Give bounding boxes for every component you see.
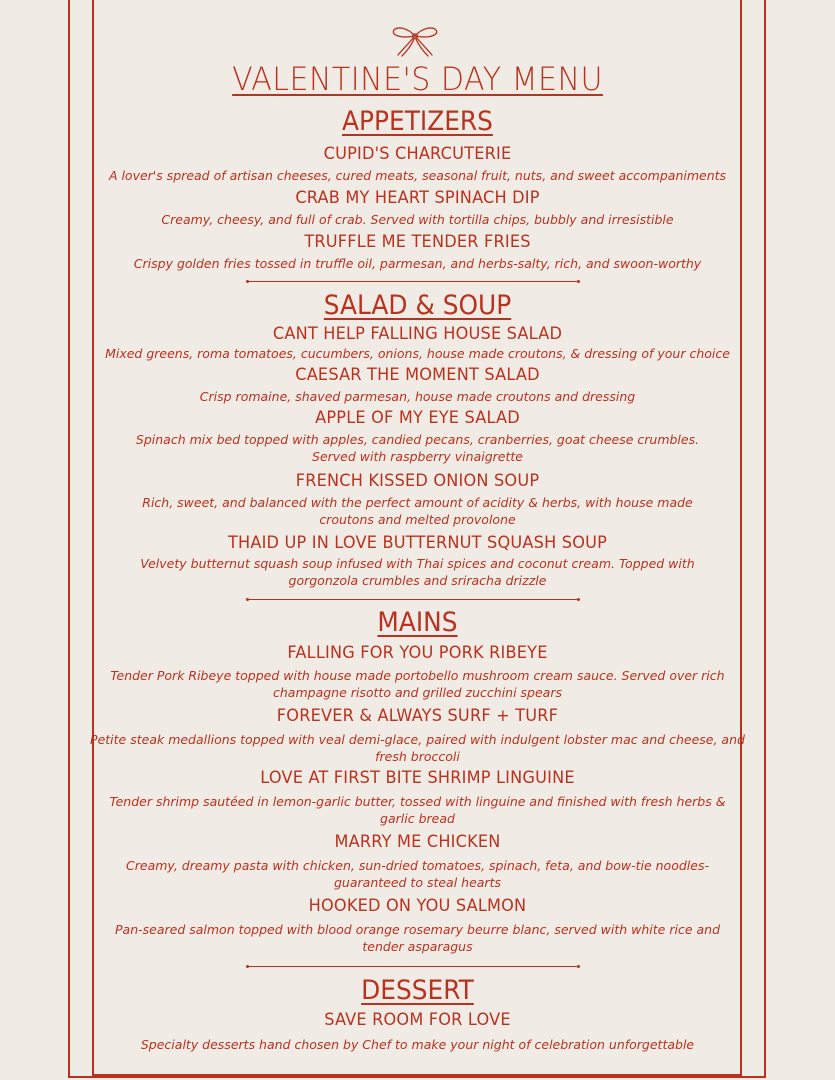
menu-item-name: FRENCH KISSED ONION SOUP	[295, 471, 540, 491]
menu-item-name: CANT HELP FALLING HOUSE SALAD	[272, 324, 563, 344]
menu-item-description: Petite steak medallions topped with veal demi-glace, paired with indulgent lobster mac and cheese, and fresh broccoli	[90, 732, 745, 764]
menu-item-description: Creamy, dreamy pasta with chicken, sun-dried tomatoes, spinach, feta, and bow-tie noodles- guaranteed to steal hearts	[126, 858, 709, 890]
menu-item-name: CUPID'S CHARCUTERIE	[323, 144, 512, 164]
menu-item-name: CAESAR THE MOMENT SALAD	[295, 365, 540, 385]
menu-item-name: CRAB MY HEART SPINACH DIP	[295, 188, 540, 208]
section-divider	[248, 599, 578, 600]
menu-item-name: TRUFFLE ME TENDER FRIES	[304, 232, 531, 252]
menu-item-description: Tender Pork Ribeye topped with house made portobello mushroom cream sauce. Served over rich champagne risotto and grilled zucchini spears	[110, 668, 725, 700]
section-heading-dessert: DESSERT	[361, 975, 474, 1006]
menu-item-description: Pan-seared salmon topped with blood orange rosemary beurre blanc, served with white rice and tender asparagus	[115, 922, 720, 954]
menu-item-description: Mixed greens, roma tomatoes, cucumbers, onions, house made croutons, & dressing of your choice	[105, 346, 730, 361]
menu-item-name: THAID UP IN LOVE BUTTERNUT SQUASH SOUP	[227, 533, 608, 553]
menu-item-name: APPLE OF MY EYE SALAD	[315, 408, 520, 428]
section-heading-appetizers: APPETIZERS	[342, 106, 493, 137]
section-heading-mains: MAINS	[377, 607, 458, 638]
section-divider	[248, 281, 578, 282]
section-divider	[248, 966, 578, 967]
menu-item-description: Crisp romaine, shaved parmesan, house made croutons and dressing	[199, 389, 636, 404]
menu-item-description: Velvety butternut squash soup infused with Thai spices and coconut cream. Topped with gorgonzola crumbles and sriracha drizzle	[140, 556, 695, 588]
menu-item-description: Rich, sweet, and balanced with the perfect amount of acidity & herbs, with house made croutons and melted provolone	[142, 495, 693, 527]
section-heading-salad-soup: SALAD & SOUP	[323, 290, 512, 321]
menu-item-name: FOREVER & ALWAYS SURF + TURF	[276, 706, 559, 726]
menu-item-name: LOVE AT FIRST BITE SHRIMP LINGUINE	[260, 768, 575, 788]
menu-item-description: Spinach mix bed topped with apples, candied pecans, cranberries, goat cheese crumbles. Served with raspberry vinaigrette	[135, 432, 700, 464]
menu-item-name: MARRY ME CHICKEN	[334, 832, 501, 852]
menu-item-description: A lover's spread of artisan cheeses, cured meats, seasonal fruit, nuts, and sweet accompaniments	[108, 168, 727, 183]
menu-item-name: SAVE ROOM FOR LOVE	[324, 1010, 511, 1030]
menu-item-name: HOOKED ON YOU SALMON	[308, 896, 527, 916]
menu-item-name: FALLING FOR YOU PORK RIBEYE	[287, 643, 548, 663]
menu-item-description: Crispy golden fries tossed in truffle oil, parmesan, and herbs-salty, rich, and swoon-worthy	[133, 256, 702, 271]
menu-item-description: Specialty desserts hand chosen by Chef to make your night of celebration unforgettable	[140, 1037, 695, 1052]
ribbon-bow-icon	[388, 24, 442, 58]
menu-item-description: Tender shrimp sautéed in lemon-garlic butter, tossed with linguine and finished with fresh herbs & garlic bread	[109, 794, 726, 826]
menu-title: VALENTINE'S DAY MENU	[232, 60, 603, 98]
menu-item-description: Creamy, cheesy, and full of crab. Served with tortilla chips, bubbly and irresistible	[161, 212, 674, 227]
